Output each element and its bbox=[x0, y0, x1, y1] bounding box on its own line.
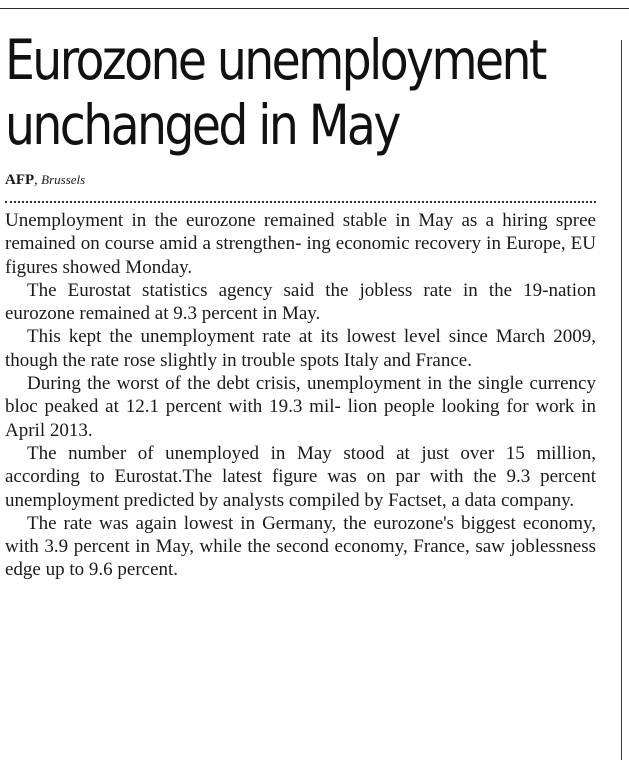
paragraph-1: Unemployment in the eurozone remained stable in May as a hiring spree remained on course amid a strengthen- ing economic recovery in Europe, EU figures showed Monday. bbox=[5, 210, 596, 278]
dotted-divider bbox=[5, 201, 596, 203]
article bbox=[5, 28, 596, 582]
byline-location: Brussels bbox=[41, 172, 86, 187]
column-rule bbox=[621, 40, 622, 760]
paragraph-4: During the worst of the debt crisis, unemployment in the single currency bloc peaked at 12.1 percent with 19.3 mil- lion people looking for work in April 2013. bbox=[5, 373, 596, 441]
headline bbox=[5, 28, 597, 158]
byline-separator: , bbox=[34, 173, 42, 188]
paragraph-6: The rate was again lowest in Germany, the eurozone's biggest economy, with 3.9 percent in May, while the second economy, France, saw joblessness edge up to 9.6 percent. bbox=[5, 512, 596, 581]
paragraph-5: The number of unemployed in May stood at just over 15 million, according to Eurostat.The latest figure was on par with the 9.3 percent unemployment predicted by analysts compiled by Factset, a data company. bbox=[5, 442, 596, 511]
headline-line-2: unchanged in May bbox=[5, 93, 399, 157]
article-body bbox=[5, 209, 596, 582]
paragraph-2: The Eurostat statistics agency said the jobless rate in the 19-nation eurozone remained at 9.3 percent in May. bbox=[5, 279, 596, 325]
paragraph-3: This kept the unemployment rate at its lowest level since March 2009, though the rate rose slightly in trouble spots Italy and France. bbox=[5, 326, 596, 371]
byline bbox=[5, 172, 596, 189]
headline-line-1: Eurozone unemployment bbox=[5, 28, 545, 92]
top-rule bbox=[0, 8, 629, 9]
byline-agency: AFP bbox=[5, 172, 35, 188]
